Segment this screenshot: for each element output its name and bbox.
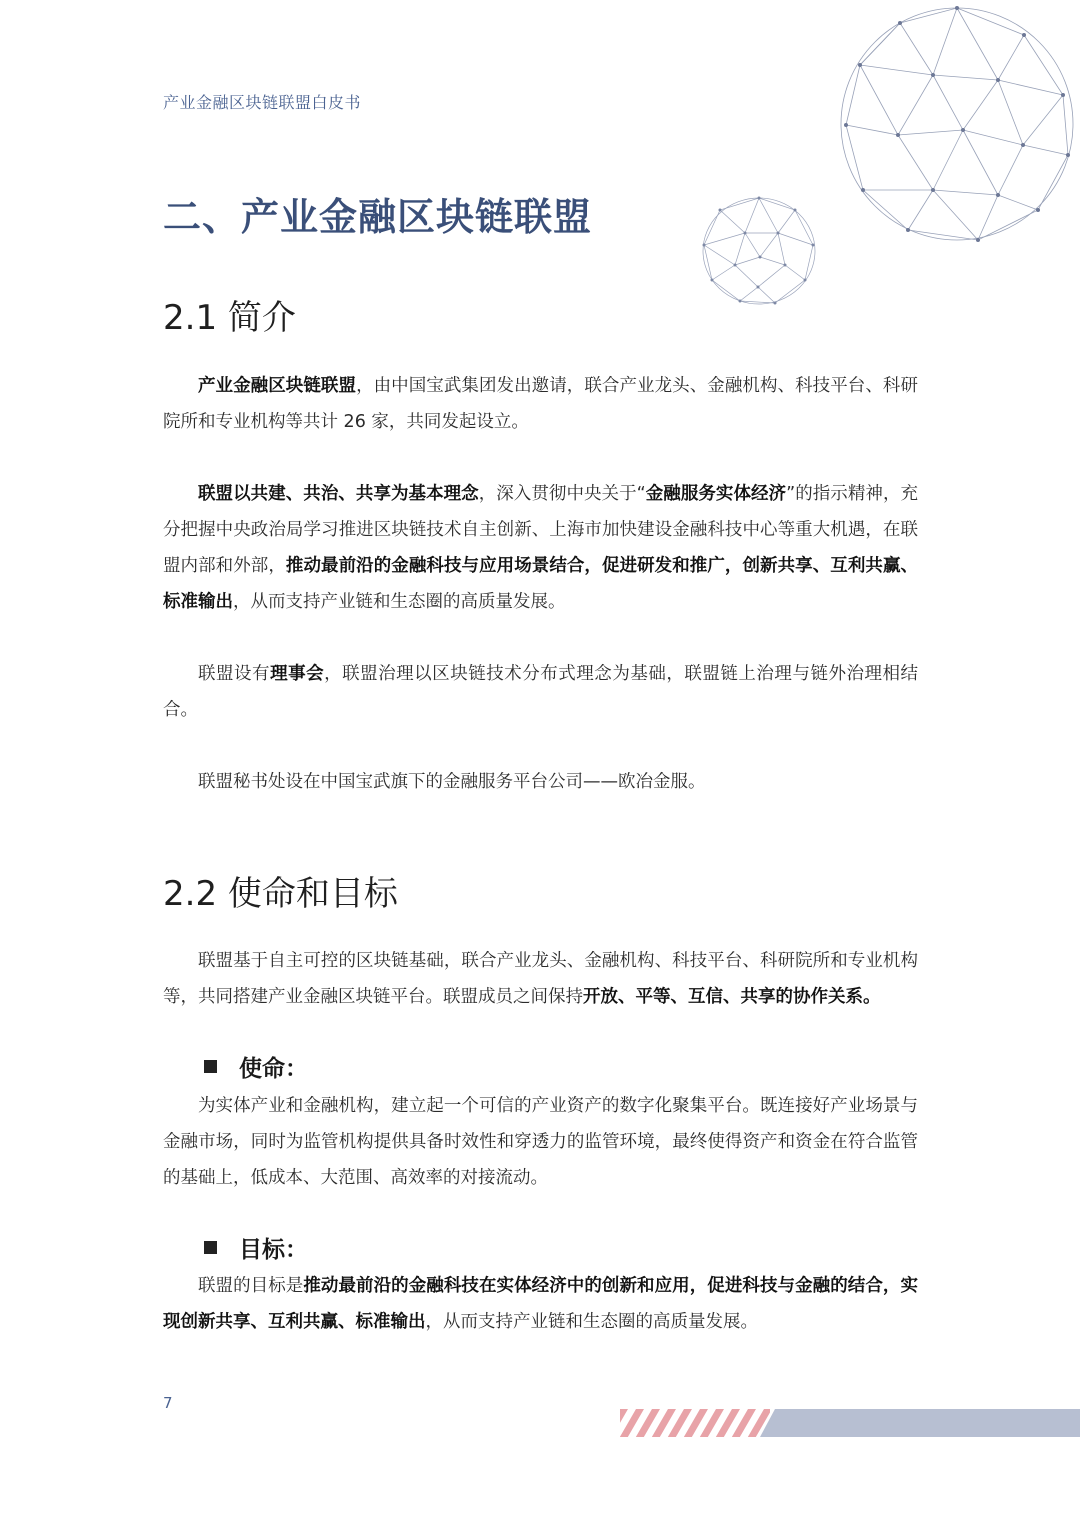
mission-heading-label: 使命： [239,1056,308,1082]
body-text: ，深入贯彻中央关于“ [478,484,646,504]
body-text: ，由中国宝武集团发出邀请，联合产业龙头、金融机构、科技平台、科研院所和专业机构等共计 26 家，共同发起设立。 [163,376,918,432]
body-text: ，联盟治理以区块链技术分布式理念为基础，联盟链上治理与链外治理相结合。 [163,664,919,720]
running-header: 产业金融区块链联盟白皮书 [163,93,362,112]
intro-paragraph-2 [163,476,918,620]
square-bullet-icon [204,1060,217,1073]
bold-text: 推动最前沿的金融科技在实体经济中的创新和应用，促进科技与金融的结合，实现创新共享、互利共赢、标准输出 [163,1276,918,1332]
chapter-title: 二、产业金融区块链联盟 [163,195,593,239]
network-sphere-large-icon [838,5,1076,243]
mission-heading [204,1050,308,1083]
intro-paragraph-4 [163,764,918,800]
body-text: ，从而支持产业链和生态圈的高质量发展。 [425,1312,758,1332]
bold-text: 联盟以共建、共治、共享为基本理念 [198,484,479,504]
network-sphere-small-icon [700,195,818,307]
goal-heading [204,1231,308,1264]
body-text: 为实体产业和金融机构，建立起一个可信的产业资产的数字化聚集平台。既连接好产业场景与金融市场，同时为监管机构提供具备时效性和穿透力的监管环境，最终使得资产和资金在符合监管的基础上，低成本、大范围、高效率的对接流动。 [163,1096,918,1188]
section-title-mission: 2.2 使命和目标 [163,874,398,914]
bold-text: 金融服务实体经济 [645,484,787,504]
body-text: ，从而支持产业链和生态圈的高质量发展。 [233,592,566,612]
goal-paragraph [163,1268,918,1340]
intro-paragraph-3 [163,656,918,728]
body-text: 联盟的目标是 [198,1276,304,1296]
intro-paragraph-1 [163,368,918,440]
goal-heading-label: 目标： [239,1237,308,1263]
body-text: ”的指示精神，充分把握中央政治局学习推进区块链技术自主创新、上海市加快建设金融科技中心等重大机遇，在联盟内部和外部， [163,484,918,576]
bold-text: 理事会 [270,664,325,684]
bold-text: 开放、平等、互信、共享的协作关系。 [583,987,881,1007]
body-text: 联盟基于自主可控的区块链基础，联合产业龙头、金融机构、科技平台、科研院所和专业机构等，共同搭建产业金融区块链平台。联盟成员之间保持 [163,951,918,1007]
footer-stripe-bar [620,1409,1080,1437]
bold-text: 推动最前沿的金融科技与应用场景结合，促进研发和推广，创新共享、互利共赢、标准输出 [163,556,919,612]
page-number: 7 [163,1394,173,1412]
section-title-intro: 2.1 简介 [163,298,296,338]
mission-paragraph [163,1088,918,1196]
body-text: 联盟设有 [198,664,271,684]
bold-text: 产业金融区块链联盟 [198,376,357,396]
square-bullet-icon [204,1241,217,1254]
mission-intro-paragraph [163,943,918,1015]
body-text: 联盟秘书处设在中国宝武旗下的金融服务平台公司——欧冶金服。 [198,772,706,792]
